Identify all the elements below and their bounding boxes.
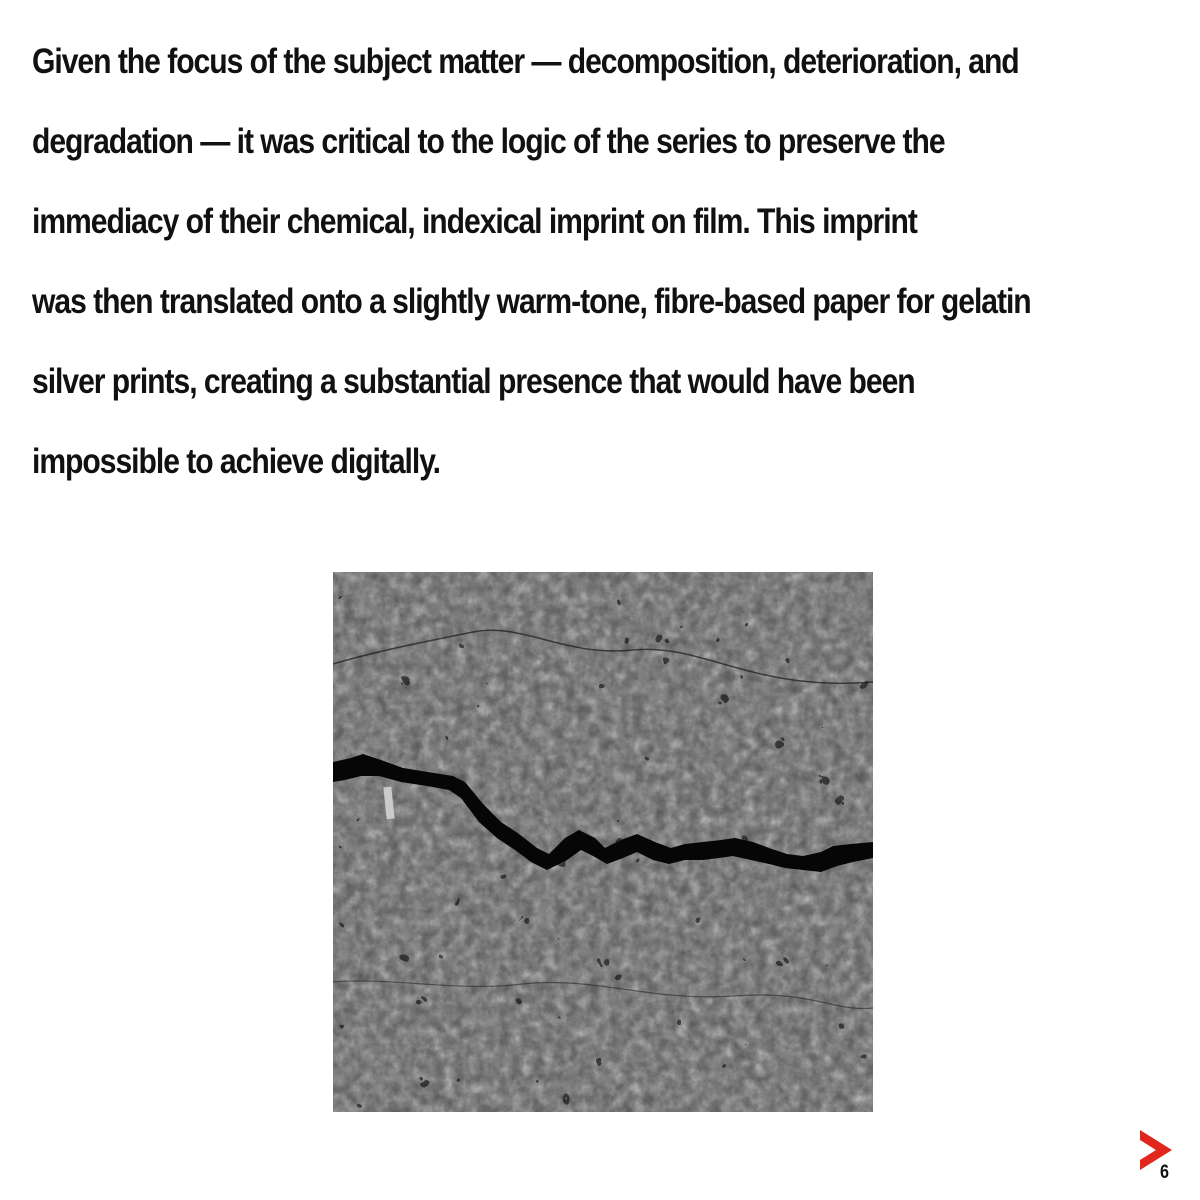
asphalt-crack-photo [333,572,873,1112]
asphalt-texture-image [333,572,873,1112]
body-line: immediacy of their chemical, indexical imprint on film. This imprint [32,202,917,241]
body-line: impossible to achieve digitally. [32,442,441,481]
body-line: was then translated onto a slightly warm-tone, fibre-based paper for gelatin [32,282,1031,321]
body-line: degradation — it was critical to the logic of the series to preserve the [32,122,945,161]
body-line: silver prints, creating a substantial presence that would have been [32,362,915,401]
page-number: 6 [1160,1162,1169,1183]
body-paragraph [32,22,1030,502]
body-line: Given the focus of the subject matter — decomposition, deterioration, and [32,42,1019,81]
